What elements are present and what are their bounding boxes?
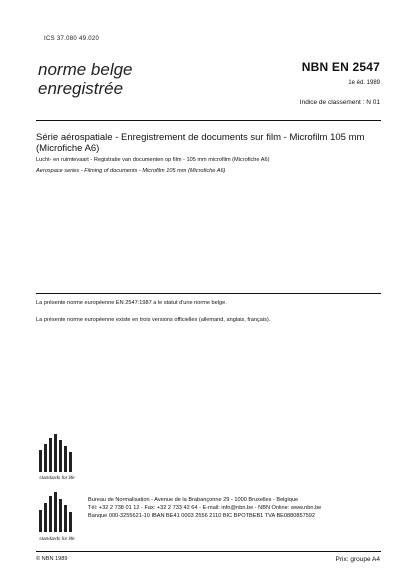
status-divider — [36, 293, 381, 294]
bureau-contact: Tél: +32 2 738 01 12 - Fax: +32 2 733 42 64 - E-mail: info@nbn.be - NBN Online: www.nbn.be — [88, 505, 322, 511]
nbn-logo-top — [35, 432, 75, 474]
document-title-en: Aerospace series - Filming of documents - Microfilm 105 mm (Microfiche A6) — [36, 168, 226, 174]
document-title-fr: Série aérospatiale - Enregistrement de documents sur film - Microfilm 105 mm (Microfiche A6) — [36, 132, 365, 154]
document-title-nl: Lucht- en ruimtevaart - Registratie van documenten op film - 105 mm microfilm (Microfiche A6) — [36, 157, 270, 163]
ics-codes: ICS 37.080 49.020 — [44, 36, 100, 42]
brand-line-2: enregistrée — [38, 79, 124, 98]
classification-index: Indice de classement : N 01 — [299, 99, 380, 106]
bureau-bank: Banque 000-3255621-10 IBAN BE41 0003 2556 2110 BIC BPOTBEB1 TVA BE0880857592 — [88, 513, 316, 519]
status-line-1: La présente norme européenne EN 2547:1987 a le statut d'une norme belge. — [36, 300, 227, 306]
logo-caption-top: standards for life — [39, 476, 75, 481]
copyright: © NBN 1989 — [36, 556, 68, 562]
document-number: NBN EN 2547 — [301, 60, 380, 74]
bureau-address: Bureau de Normalisation - Avenue de la Brabançonne 29 - 1000 Bruxelles - Belgique — [88, 497, 299, 503]
brand-title — [38, 60, 133, 98]
nbn-logo-bottom — [35, 490, 75, 535]
logo-caption-bottom: standards for life — [39, 537, 75, 542]
price-group: Prix: groupe A4 — [335, 556, 380, 563]
footer-divider — [36, 551, 381, 552]
brand-line-1: norme belge — [38, 60, 133, 79]
header-divider — [36, 120, 381, 121]
status-line-2: La présente norme européenne existe en trois versions officielles (allemand, anglais, français). — [36, 317, 271, 323]
edition-info: 1e éd. 1989 — [348, 80, 380, 86]
